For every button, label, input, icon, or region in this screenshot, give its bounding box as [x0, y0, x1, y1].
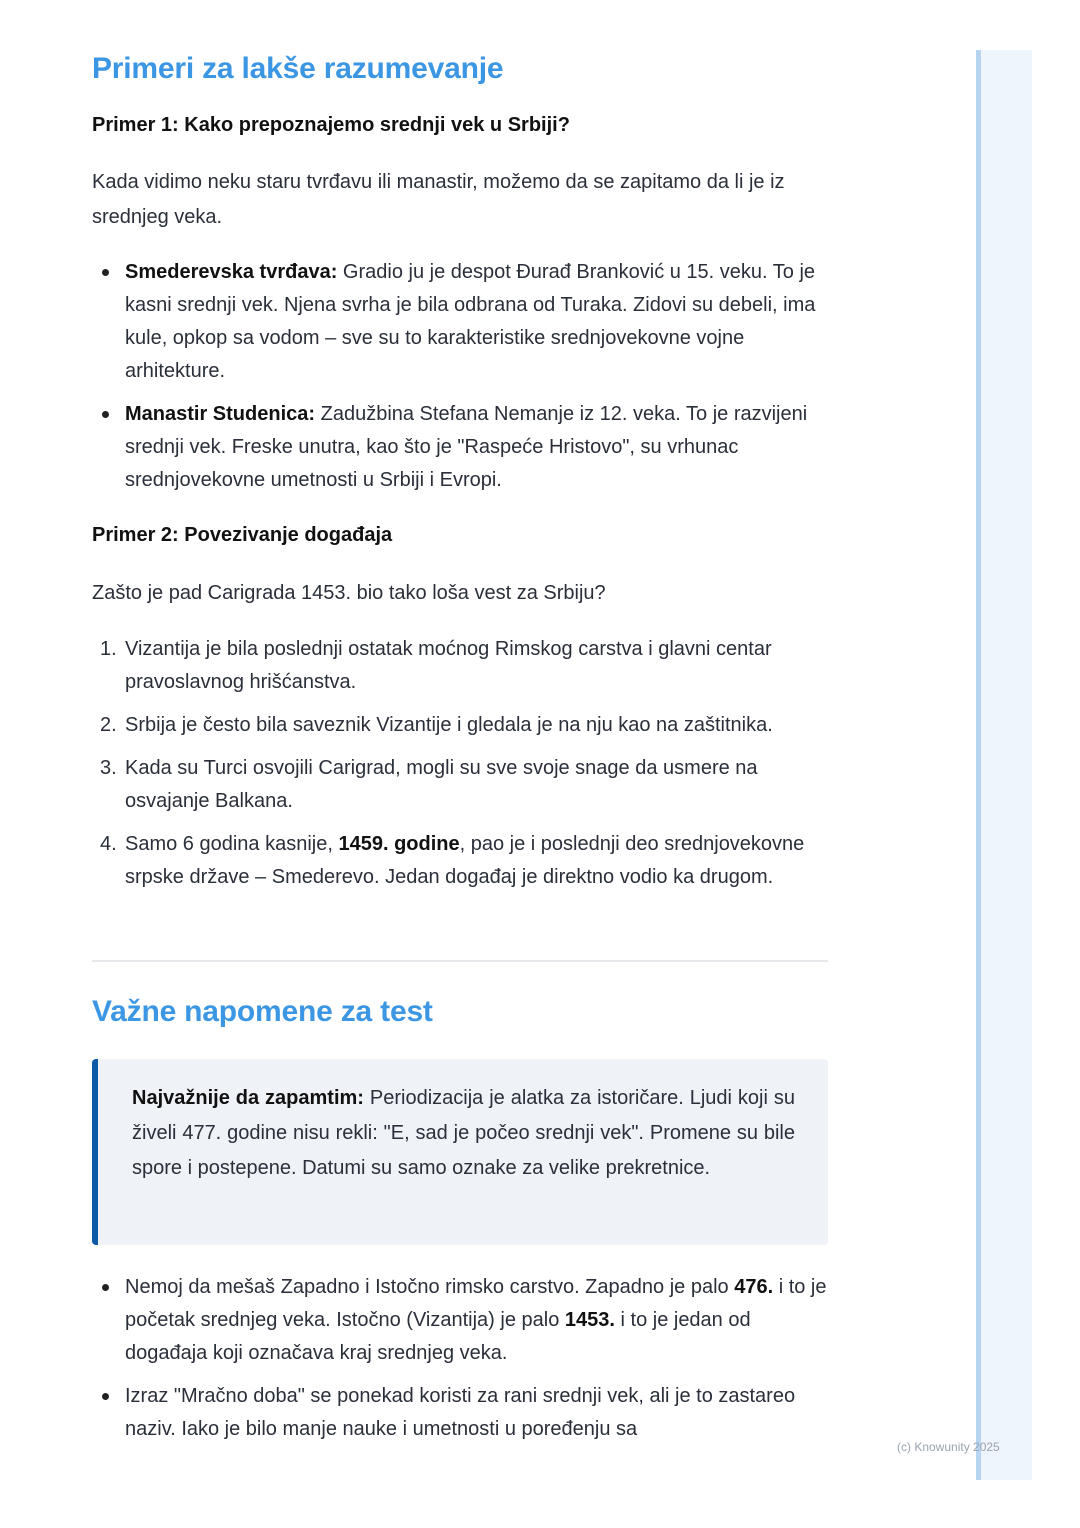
list-item — [92, 828, 832, 894]
item-text-post: , pao je i poslednji deo srednjovekovne srpske države – Smederevo. Jedan događaj je direktno vodio ka drugom. — [125, 833, 805, 888]
item-text: i to je jedan od događaja koji označava kraj srednjeg veka. — [125, 1309, 751, 1364]
item-text: Nemoj da mešaš Zapadno i Istočno rimsko carstvo. Zapadno je palo — [125, 1276, 735, 1298]
important-note-callout — [92, 1059, 828, 1245]
item-text: Kada su Turci osvojili Carigrad, mogli su sve svoje snage da usmere na osvajanje Balkana. — [125, 757, 758, 812]
list-item — [92, 1271, 832, 1370]
item-number: 3. — [100, 757, 117, 779]
example1-intro: Kada vidimo neku staru tvrđavu ili manastir, možemo da se zapitamo da li je iz srednjeg veka. — [92, 171, 785, 228]
note-label: Najvažnije da zapamtim: — [132, 1087, 364, 1109]
note-body: Periodizacija je alatka za istoričare. Ljudi koji su živeli 477. godine nisu rekli: "E, sad je počeo srednji vek". Promene su bile spore i postepene. Datumi su samo oznake za velike prekretnice. — [132, 1087, 795, 1179]
item-text: i to je početak srednjeg veka. Istočno (Vizantija) je palo — [125, 1276, 827, 1331]
list-item — [92, 633, 832, 699]
item-label: Manastir Studenica: — [125, 403, 316, 425]
copyright-watermark: (c) Knowunity 2025 — [897, 1440, 1000, 1454]
list-item — [92, 752, 832, 818]
item-number: 4. — [100, 833, 117, 855]
item-label: Smederevska tvrđava: — [125, 261, 338, 283]
note-text — [132, 1081, 795, 1186]
item-bold: 1459. godine — [338, 833, 460, 855]
section-title-notes: Važne napomene za test — [92, 995, 433, 1028]
item-text: Gradio ju je despot Đurađ Branković u 15. veku. To je kasni srednji vek. Njena svrha je bila odbrana od Turaka. Zidovi su debeli, ima kule, opkop sa vodom – sve su to karakteristike srednjovekovne vojne arhitekture. — [125, 261, 816, 382]
item-bold: 476. — [734, 1276, 774, 1298]
example1-heading: Primer 1: Kako prepoznajemo srednji vek u Srbiji? — [92, 114, 570, 136]
item-bold: 1453. — [564, 1309, 615, 1331]
example1-list — [92, 256, 832, 507]
example2-intro: Zašto je pad Carigrada 1453. bio tako loša vest za Srbiju? — [92, 582, 606, 604]
list-item — [92, 709, 832, 742]
section-title-examples: Primeri za lakše razumevanje — [92, 52, 504, 85]
item-text: Srbija je često bila saveznik Vizantije i gledala je na nju kao na zaštitnika. — [125, 714, 773, 736]
item-text: Izraz "Mračno doba" se ponekad koristi za rani srednji vek, ali je to zastareo naziv. Iako je bilo manje nauke i umetnosti u poređenju sa — [125, 1385, 796, 1440]
list-item — [92, 256, 832, 388]
section-divider — [92, 960, 828, 962]
item-number: 1. — [100, 638, 117, 660]
example2-heading: Primer 2: Povezivanje događaja — [92, 524, 393, 546]
example2-list — [92, 633, 832, 904]
item-text-pre: Samo 6 godina kasnije, — [125, 833, 339, 855]
side-margin-panel — [976, 50, 1032, 1480]
list-item — [92, 398, 832, 497]
list-item — [92, 1380, 832, 1446]
item-text: Zadužbina Stefana Nemanje iz 12. veka. To je razvijeni srednji vek. Freske unutra, kao što je "Raspeće Hristovo", su vrhunac srednjovekovne umetnosti u Srbiji i Evropi. — [125, 403, 808, 491]
item-text: Vizantija je bila poslednji ostatak moćnog Rimskog carstva i glavni centar pravoslavnog hrišćanstva. — [125, 638, 772, 693]
item-number: 2. — [100, 714, 117, 736]
notes-list — [92, 1271, 832, 1456]
